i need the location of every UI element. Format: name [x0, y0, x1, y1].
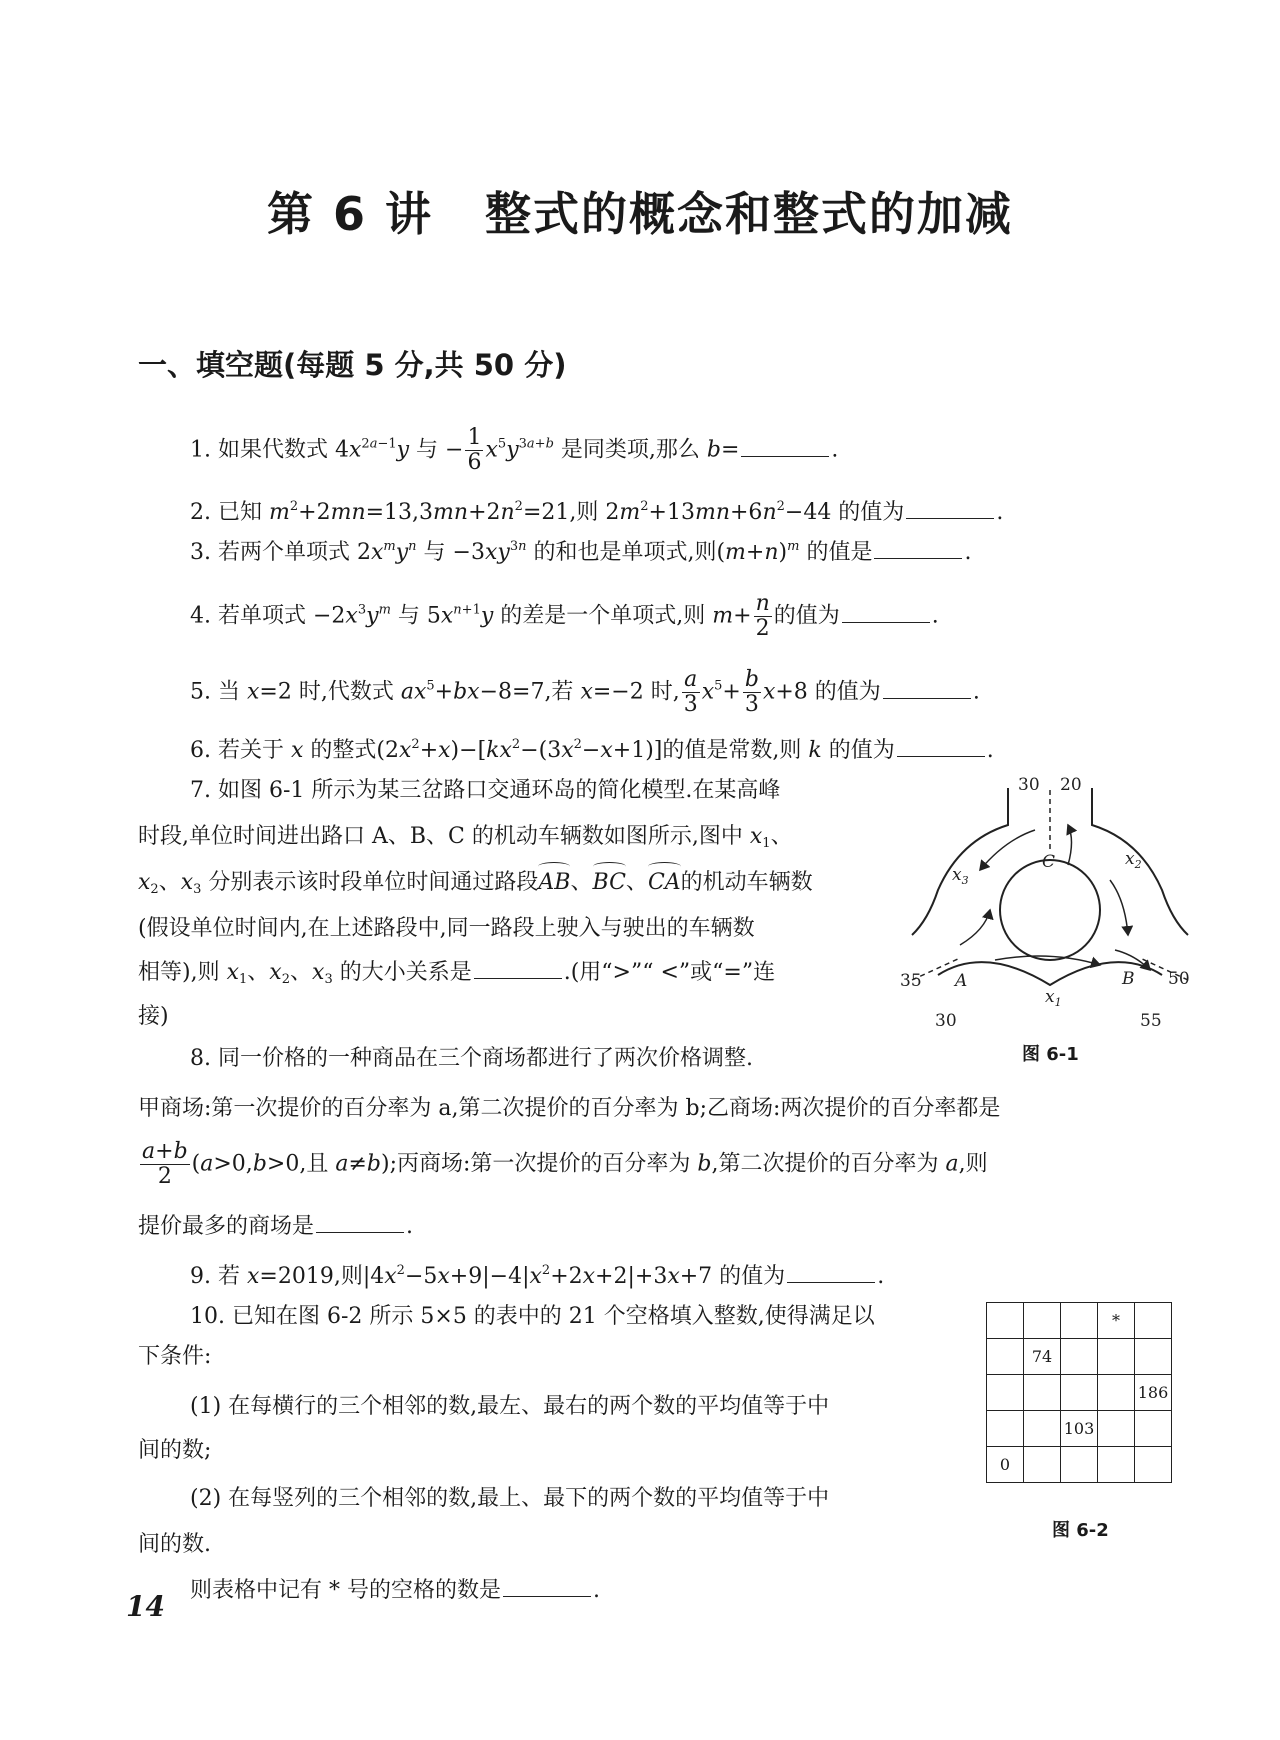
label-b: B [1122, 969, 1135, 989]
label-top-right: 20 [1060, 775, 1082, 795]
question-8-line-3: $\frac{a+b}{2}$ (a>0,b>0,且 a≠b);丙商场:第一次提价的百分率为 b,第二次提价的百分率为 a,则 [142, 1139, 988, 1189]
question-7-line-6: 接) [138, 1004, 169, 1029]
grid-cell-186: 186 [1135, 1375, 1172, 1411]
question-7-line-5: 相等),则 $x_1$、$x_2$、$x_3$ 的大小关系是 .(用“>”“ <”或“=”连 [138, 960, 776, 987]
question-8-line-4: 提价最多的商场是 . [138, 1214, 414, 1239]
label-x1: $x_1$ [1045, 987, 1062, 1009]
section-heading: 一、填空题(每题 5 分,共 50 分) [138, 348, 567, 382]
question-10-line-5: (2) 在每竖列的三个相邻的数,最上、最下的两个数的平均值等于中 [190, 1486, 830, 1511]
question-2: 2. 已知 $m^2+2mn=13,3mn+2n^2=21$,则 $2m^2+13mn+6n^2-44$ 的值为 . [190, 499, 1004, 525]
question-3: 3. 若两个单项式 $2x^my^n$ 与 $-3xy^{3n}$ 的和也是单项式,则$(m+n)^m$ 的值是 . [190, 539, 972, 565]
question-7-line-2: 时段,单位时间进出路口 A、B、C 的机动车辆数如图所示,图中 $x_1$、 [138, 824, 793, 851]
question-10-line-7: 则表格中记有 * 号的空格的数是 . [190, 1578, 600, 1603]
question-10-line-4: 间的数; [138, 1438, 212, 1463]
question-10-line-3: (1) 在每横行的三个相邻的数,最左、最右的两个数的平均值等于中 [190, 1394, 830, 1419]
grid-cell-103: 103 [1061, 1411, 1098, 1447]
label-a: A [955, 971, 968, 991]
question-10-line-1: 10. 已知在图 6-2 所示 5×5 的表中的 21 个空格填入整数,使得满足以 [190, 1304, 875, 1329]
question-6: 6. 若关于 x 的整式$(2x^2+x)-[kx^2-(3x^2-x+1)]$的值是常数,则 k 的值为 . [190, 737, 994, 763]
label-left-in: 35 [900, 971, 922, 991]
question-9: 9. 若 x=2019,则$|4x^2-5x+9|-4|x^2+2x+2|+3x+7$ 的值为 . [190, 1263, 885, 1289]
grid-cell-74: 74 [1024, 1339, 1061, 1375]
question-5: 5. 当 x=2 时,代数式 $ax^5+bx-8=7$,若 x=−2 时, $\frac{a}{3}$ $x^5+$ $\frac{b}{3}$ x+8 的值为 . [190, 667, 980, 717]
question-7-line-3: $x_2$、$x_3$ 分别表示该时段单位时间通过路段AB、BC、CA的机动车辆数 [138, 870, 813, 897]
label-top-left: 30 [1018, 775, 1040, 795]
grid-cell-0: 0 [987, 1447, 1024, 1483]
question-7-line-4: (假设单位时间内,在上述路段中,同一路段上驶入与驶出的车辆数 [138, 916, 755, 941]
question-8-line-2: 甲商场:第一次提价的百分率为 a,第二次提价的百分率为 b;乙商场:两次提价的百分率都是 [138, 1096, 1001, 1121]
question-7-line-1: 7. 如图 6-1 所示为某三岔路口交通环岛的简化模型.在某高峰 [190, 778, 781, 803]
label-x3: $x_3$ [952, 865, 969, 887]
label-left-out: 30 [935, 1011, 957, 1031]
figure-6-2-caption: 图 6-2 [1052, 1520, 1109, 1541]
question-1: 1. 如果代数式 $4x^{2a-1}y$ 与 − $\frac{1}{6}$ $x^5y^{3a+b}$ 是同类项,那么 b= . [190, 425, 839, 475]
question-4: 4. 若单项式 $-2x^3y^m$ 与 $5x^{n+1}y$ 的差是一个单项式,则 m+ $\frac{n}{2}$ 的值为 . [190, 591, 939, 641]
question-10-line-6: 间的数. [138, 1532, 211, 1557]
grid-cell-star: * [1098, 1303, 1135, 1339]
page-title: 第 6 讲 整式的概念和整式的加减 [266, 187, 1014, 241]
grid-figure [986, 1302, 1172, 1483]
label-c: C [1042, 852, 1056, 872]
label-right-in: 50 [1168, 969, 1190, 989]
label-right-out: 55 [1140, 1011, 1162, 1031]
question-8-line-1: 8. 同一价格的一种商品在三个商场都进行了两次价格调整. [190, 1046, 753, 1071]
figure-6-1-caption: 图 6-1 [1022, 1044, 1079, 1065]
roundabout-figure [900, 770, 1200, 1040]
page-number: 14 [126, 1590, 165, 1623]
question-10-line-2: 下条件: [138, 1344, 212, 1369]
label-x2: $x_2$ [1125, 849, 1142, 871]
